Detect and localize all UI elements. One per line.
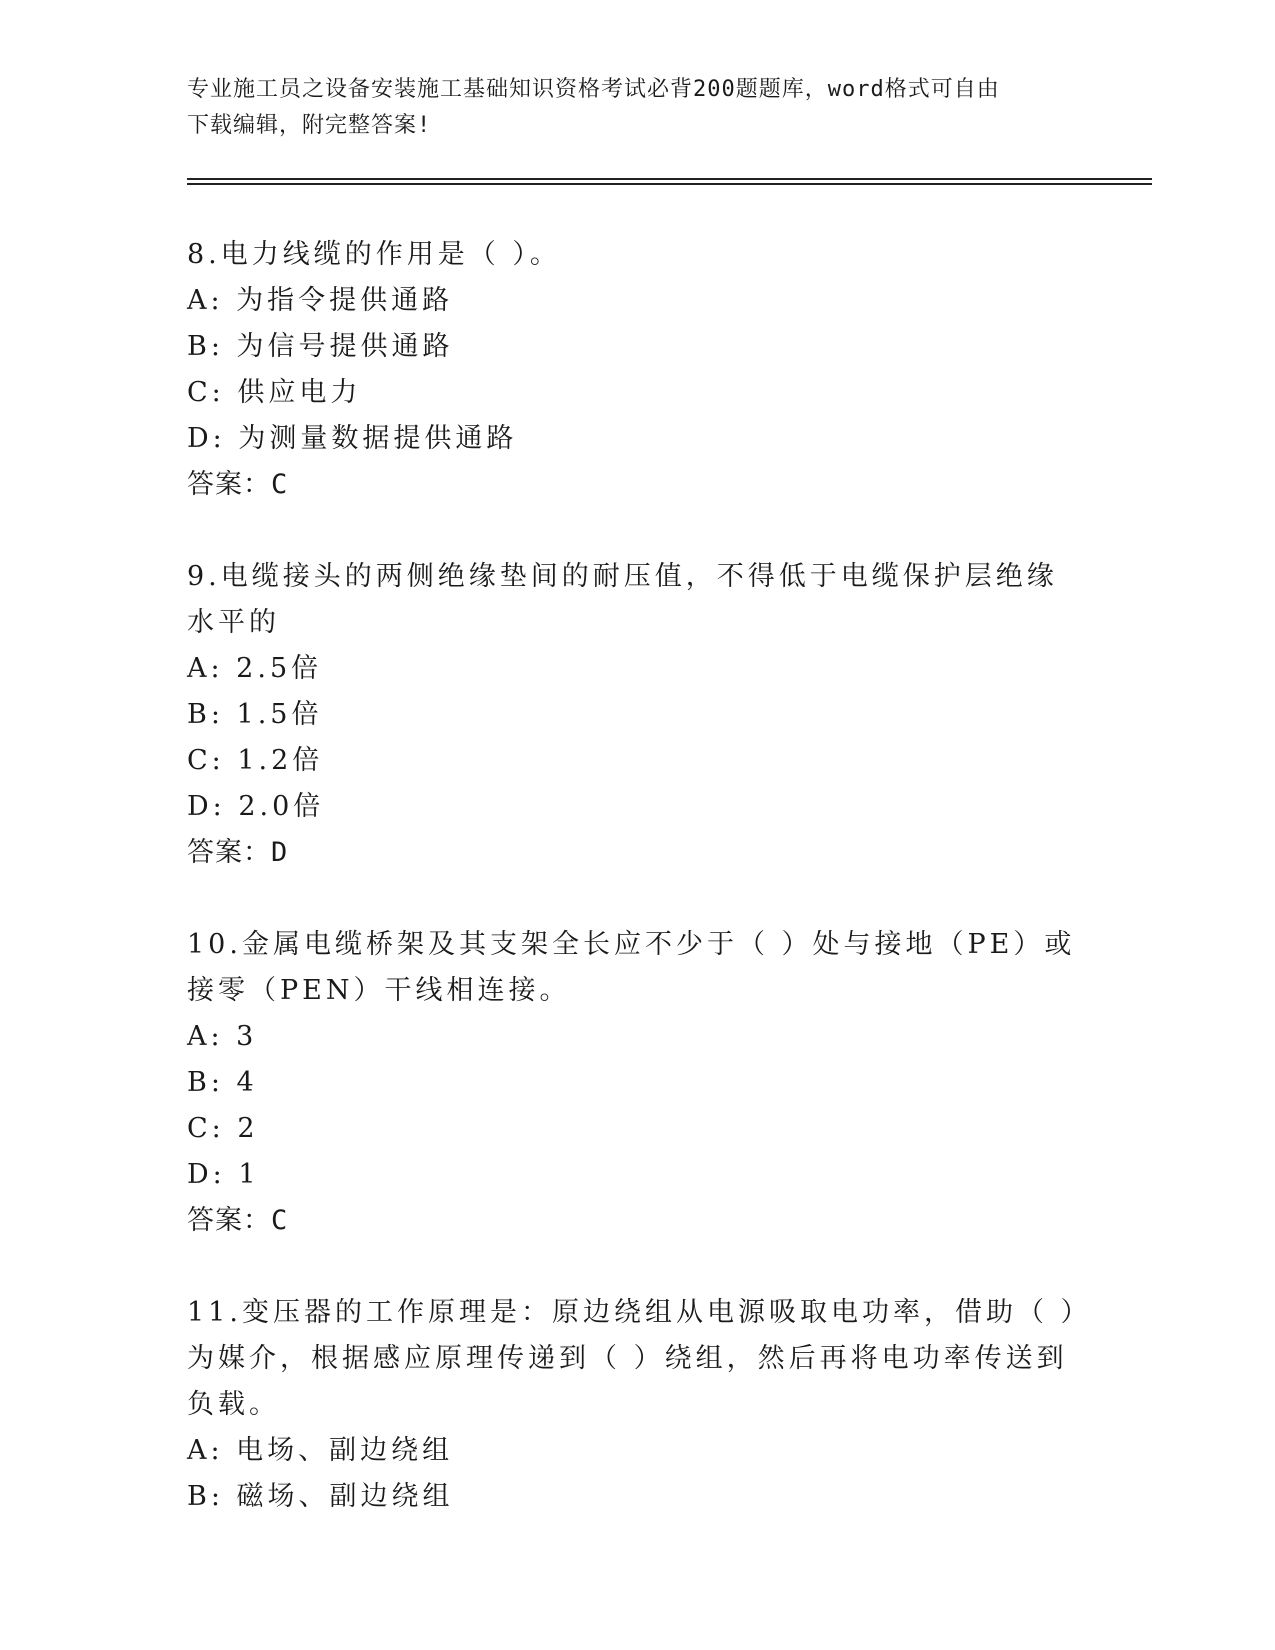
answer: 答案：C bbox=[187, 1205, 289, 1236]
question-list bbox=[187, 232, 1087, 1566]
question-stem: 10.金属电缆桥架及其支架全长应不少于（ ）处与接地（PE）或接零（PEN）干线相连接。 bbox=[187, 929, 1076, 1006]
question-stem: 11.变压器的工作原理是：原边绕组从电源吸取电功率，借助（ ）为媒介，根据感应原理传递到（ ）绕组，然后再将电功率传送到负载。 bbox=[187, 1297, 1079, 1420]
option-b: B: 4 bbox=[187, 1067, 258, 1098]
question-10 bbox=[187, 922, 1087, 1244]
question-stem: 9.电缆接头的两侧绝缘垫间的耐压值，不得低于电缆保护层绝缘水平的 bbox=[187, 561, 1058, 638]
option-d: D: 2.0倍 bbox=[187, 791, 325, 822]
question-11 bbox=[187, 1290, 1087, 1520]
header-divider-bottom bbox=[187, 183, 1152, 185]
option-d: D: 为测量数据提供通路 bbox=[187, 423, 518, 454]
question-8 bbox=[187, 232, 1087, 508]
header-line-1: 专业施工员之设备安装施工基础知识资格考试必背200题题库，word格式可自由 bbox=[187, 77, 1000, 102]
option-c: C: 1.2倍 bbox=[187, 745, 324, 776]
option-c: C: 供应电力 bbox=[187, 377, 362, 408]
option-a: A: 电场、副边绕组 bbox=[187, 1435, 454, 1466]
document-header bbox=[187, 72, 1087, 144]
option-b: B: 为信号提供通路 bbox=[187, 331, 454, 362]
option-a: A: 为指令提供通路 bbox=[187, 285, 454, 316]
option-d: D: 1 bbox=[187, 1159, 260, 1190]
question-9 bbox=[187, 554, 1087, 876]
option-c: C: 2 bbox=[187, 1113, 259, 1144]
option-b: B: 1.5倍 bbox=[187, 699, 323, 730]
option-b: B: 磁场、副边绕组 bbox=[187, 1481, 454, 1512]
answer: 答案：D bbox=[187, 837, 289, 868]
question-stem: 8.电力线缆的作用是（ ）。 bbox=[187, 239, 561, 270]
option-a: A: 3 bbox=[187, 1021, 258, 1052]
header-divider-top bbox=[187, 178, 1152, 180]
header-line-2: 下载编辑，附完整答案! bbox=[187, 113, 432, 138]
answer: 答案：C bbox=[187, 469, 289, 500]
option-a: A: 2.5倍 bbox=[187, 653, 323, 684]
